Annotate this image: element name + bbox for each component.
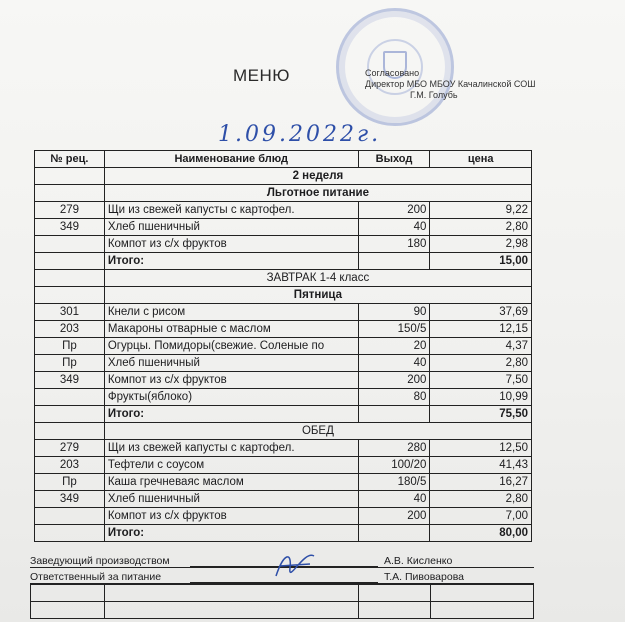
- official-stamp: [336, 8, 454, 126]
- handwritten-signature-icon: [270, 546, 320, 586]
- week-label: 2 неделя: [104, 168, 531, 185]
- day-row: [35, 287, 532, 304]
- role-label-1: Заведующий производством: [30, 555, 170, 567]
- signatures-block: [30, 552, 534, 584]
- table-header-row: [35, 151, 532, 168]
- total-row: Итого: 75,50: [35, 406, 532, 423]
- table-row: 301 Кнели с рисом 90 37,69: [35, 304, 532, 321]
- table-row: Компот из с/х фруктов 200 7,00: [35, 508, 532, 525]
- table-row: 349 Компот из с/х фруктов 200 7,50: [35, 372, 532, 389]
- section-title-row: [35, 270, 532, 287]
- table-row: 349 Хлеб пшеничный 40 2,80: [35, 219, 532, 236]
- section1-title: Льготное питание: [104, 185, 531, 202]
- day-label: Пятница: [104, 287, 531, 304]
- table-row: Пр Каша гречневаяс маслом 180/5 16,27: [35, 474, 532, 491]
- person-name-1: А.В. Кисленко: [384, 555, 453, 567]
- page-title: МЕНЮ: [233, 66, 290, 85]
- table-row: 203 Тефтели с соусом 100/20 41,43: [35, 457, 532, 474]
- approval-line-3: Г.М. Голубь: [410, 90, 458, 100]
- col-header-price: цена: [430, 151, 532, 168]
- table-row: [31, 602, 534, 619]
- section-title-row: [35, 185, 532, 202]
- menu-table: [34, 150, 532, 542]
- table-row: 279 Щи из свежей капусты с картофел. 280 12,50: [35, 440, 532, 457]
- section2-title: ЗАВТРАК 1-4 класс: [104, 270, 531, 287]
- total-row: Итого: 15,00: [35, 253, 532, 270]
- table-row: 279 Щи из свежей капусты с картофел. 200 9,22: [35, 202, 532, 219]
- section3-title: ОБЕД: [104, 423, 531, 440]
- approval-block: [365, 68, 535, 101]
- col-header-code: № рец.: [35, 151, 105, 168]
- approval-line-1: Согласовано: [365, 68, 420, 78]
- week-row: [35, 168, 532, 185]
- section-title-row: [35, 423, 532, 440]
- col-header-out: Выход: [358, 151, 430, 168]
- table-row: 349 Хлеб пшеничный 40 2,80: [35, 491, 532, 508]
- empty-table-rows: [30, 584, 534, 619]
- person-name-2: Т.А. Пивоварова: [384, 571, 464, 583]
- table-row: Пр Огурцы. Помидоры(свежие. Соленые по 20 4,37: [35, 338, 532, 355]
- total-row: Итого: 80,00: [35, 525, 532, 542]
- handwritten-date: 1.09.2022г.: [218, 122, 382, 147]
- table-row: Компот из с/х фруктов 180 2,98: [35, 236, 532, 253]
- table-row: [31, 585, 534, 602]
- table-row: 203 Макароны отварные с маслом 150/5 12,15: [35, 321, 532, 338]
- table-row: Пр Хлеб пшеничный 40 2,80: [35, 355, 532, 372]
- role-label-2: Ответственный за питание: [30, 571, 162, 583]
- approval-line-2: Директор МБО МБОУ Качалинской СОШ: [365, 79, 536, 89]
- table-row: Фрукты(яблоко) 80 10,99: [35, 389, 532, 406]
- col-header-name: Наименование блюд: [104, 151, 358, 168]
